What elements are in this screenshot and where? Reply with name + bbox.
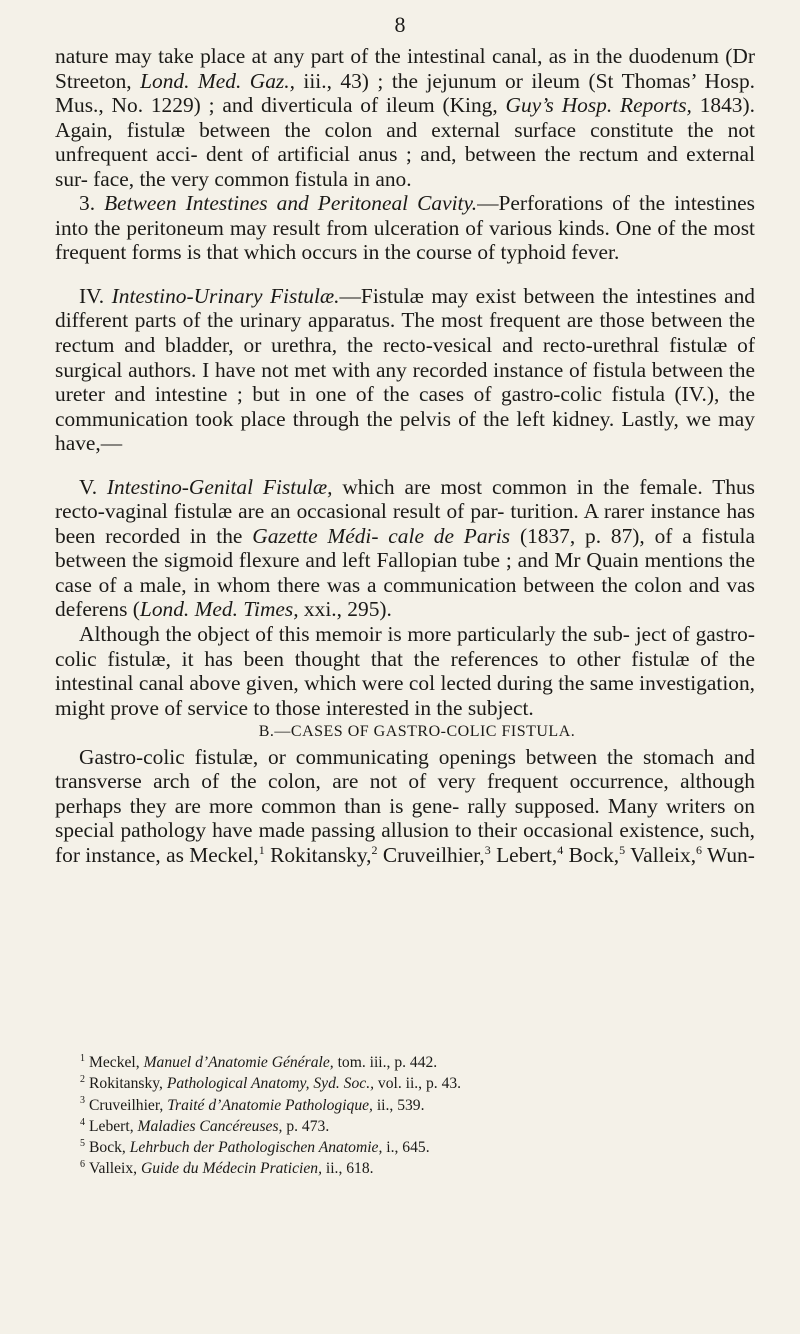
footnote-6-title: Guide du Médecin Praticien, [140, 1160, 322, 1178]
footnote-6 [80, 1158, 740, 1179]
p4-t2: which are most common in the female. Thus recto-vaginal fistulæ are an occasional result of par- turition. A rarer instance has been recorded in the [55, 474, 755, 548]
p2-t2: —Perforations of the intestines into the peritoneum may result from ulceration of various kinds. One of the most frequent forms is that which occurs in the course of typhoid fever. [55, 191, 755, 265]
footnote-1 [80, 1052, 740, 1073]
fn-ref-5: 5 [619, 842, 626, 857]
paragraph-1 [55, 44, 755, 191]
p1-ref-guys-hosp: Guy’s Hosp. Reports, [505, 93, 692, 118]
p4-t3: (1837, p. 87), of a fistula between the sigmoid flexure and left Fallopian tube ; and Mr Quain mentions the case of a male, in whom there was a communication between the colon and vas deferens ( [55, 523, 755, 622]
p3-t1: IV. [79, 283, 112, 308]
footnote-4-title: Maladies Cancéreuses, [137, 1117, 283, 1135]
footnote-4-a: Lebert, [89, 1117, 138, 1135]
footnote-3 [80, 1095, 740, 1116]
body-text [55, 44, 755, 868]
fn-ref-3: 3 [484, 842, 491, 857]
p4-t1: V. [79, 474, 107, 499]
p1-t2: iii., 43) ; the jejunum or ileum (St Thomas’ Hosp. Mus., No. 1229) ; and diverticula of ileum (King, [55, 68, 756, 118]
p4-title: Intestino-Genital Fistulæ, [106, 474, 333, 499]
footnotes [80, 1052, 740, 1180]
footnote-2 [80, 1073, 740, 1094]
p1-ref-lond-med-gaz: Lond. Med. Gaz., [140, 68, 295, 93]
p2-t1: 3. [79, 191, 105, 216]
paragraph-5: Although the object of this memoir is more particularly the sub- ject of gastro-colic fistulæ, it has been thought that the references to other fistulæ of the intestinal canal above given, which were col lected during the same investigation, might prove of service to those interested in the subject. [55, 622, 755, 720]
p4-ref-lond-med-times: Lond. Med. Times, [139, 597, 299, 622]
page-number: 8 [394, 12, 406, 37]
p3-title: Intestino-Urinary Fistulæ. [111, 283, 340, 308]
fn-ref-2: 2 [371, 842, 378, 857]
footnote-6-number: 6 [80, 1159, 85, 1171]
footnote-3-a: Cruveilhier, [89, 1096, 168, 1114]
footnote-2-a: Rokitansky, [89, 1075, 167, 1093]
paragraph-6: Gastro-colic fistulæ, or communicating openings between the stomach and transverse arch of the colon, are not of very frequent occurrence, although perhaps they are more common than is gene- rally supposed. Many writers on special pathology have made passing allusion to their occasional existence, such, for instance, as Meckel,$^1$ Rokitansky,$^2$ Cruveilhier,$^3$ Lebert,$^4$ Bock,$^5$ Valleix,$^6$ Wun- [55, 744, 755, 867]
footnote-1-a: Meckel, [89, 1054, 144, 1071]
footnote-4-b: p. 473. [282, 1117, 330, 1135]
footnote-3-number: 3 [80, 1095, 85, 1107]
fn-ref-6: 6 [696, 842, 703, 857]
paragraph-2 [55, 191, 755, 265]
footnote-5 [80, 1137, 740, 1158]
footnote-1-b: tom. iii., p. 442. [333, 1054, 438, 1071]
p1-t3: 1843). Again, fistulæ between the colon and external surface constitute the not unfrequent acci- dent of artificial anus ; and, between the rectum and external sur- face, the very common fistula in ano. [55, 93, 755, 191]
p1-t1: nature may take place at any part of the intestinal canal, as in the duodenum (Dr Streeton, [55, 44, 755, 93]
footnote-2-title: Pathological Anatomy, Syd. Soc., [166, 1075, 374, 1093]
footnote-5-title: Lehrbuch der Pathologischen Anatomie, [129, 1139, 383, 1157]
footnote-6-a: Valleix, [89, 1160, 141, 1178]
p4-t4: xxi., 295). [298, 597, 392, 622]
p4-ref-gazette: Gazette Médi- cale de Paris [252, 523, 511, 548]
footnote-1-number: 1 [80, 1052, 85, 1064]
footnote-6-b: ii., 618. [321, 1160, 374, 1178]
footnote-5-number: 5 [80, 1138, 85, 1149]
fn-ref-4: 4 [557, 842, 564, 857]
footnote-5-a: Bock, [89, 1139, 130, 1157]
footnote-4-number: 4 [80, 1116, 85, 1128]
paragraph-4 [55, 475, 755, 622]
paragraph-3 [55, 284, 755, 456]
fn-ref-1: 1 [258, 842, 265, 857]
footnote-5-b: i., 645. [382, 1139, 430, 1157]
footnote-1-title: Manuel d’Anatomie Générale, [143, 1054, 334, 1071]
p3-t2: —Fistulæ may exist between the intestines and different parts of the urinary apparatus. The most frequent are those between the rectum and bladder, or urethra, the recto-vesical and recto-urethral fistulæ of surgical authors. I have not met with any recorded instance of fistula between the ureter and intestine ; but in one of the cases of gastro-colic fistula (IV.), the communication took place through the pelvis of the left kidney. Lastly, we may have,— [55, 283, 755, 456]
footnote-4 [80, 1116, 740, 1137]
section-heading: B.—CASES OF GASTRO-COLIC FISTULA. [258, 723, 576, 741]
footnote-2-b: vol. ii., p. 43. [374, 1075, 462, 1093]
footnote-3-title: Traité d’Anatomie Pathologique, [167, 1096, 373, 1114]
footnote-2-number: 2 [80, 1074, 85, 1086]
footnote-3-b: ii., 539. [372, 1096, 425, 1114]
p2-title: Between Intestines and Peritoneal Cavity. [104, 191, 478, 216]
